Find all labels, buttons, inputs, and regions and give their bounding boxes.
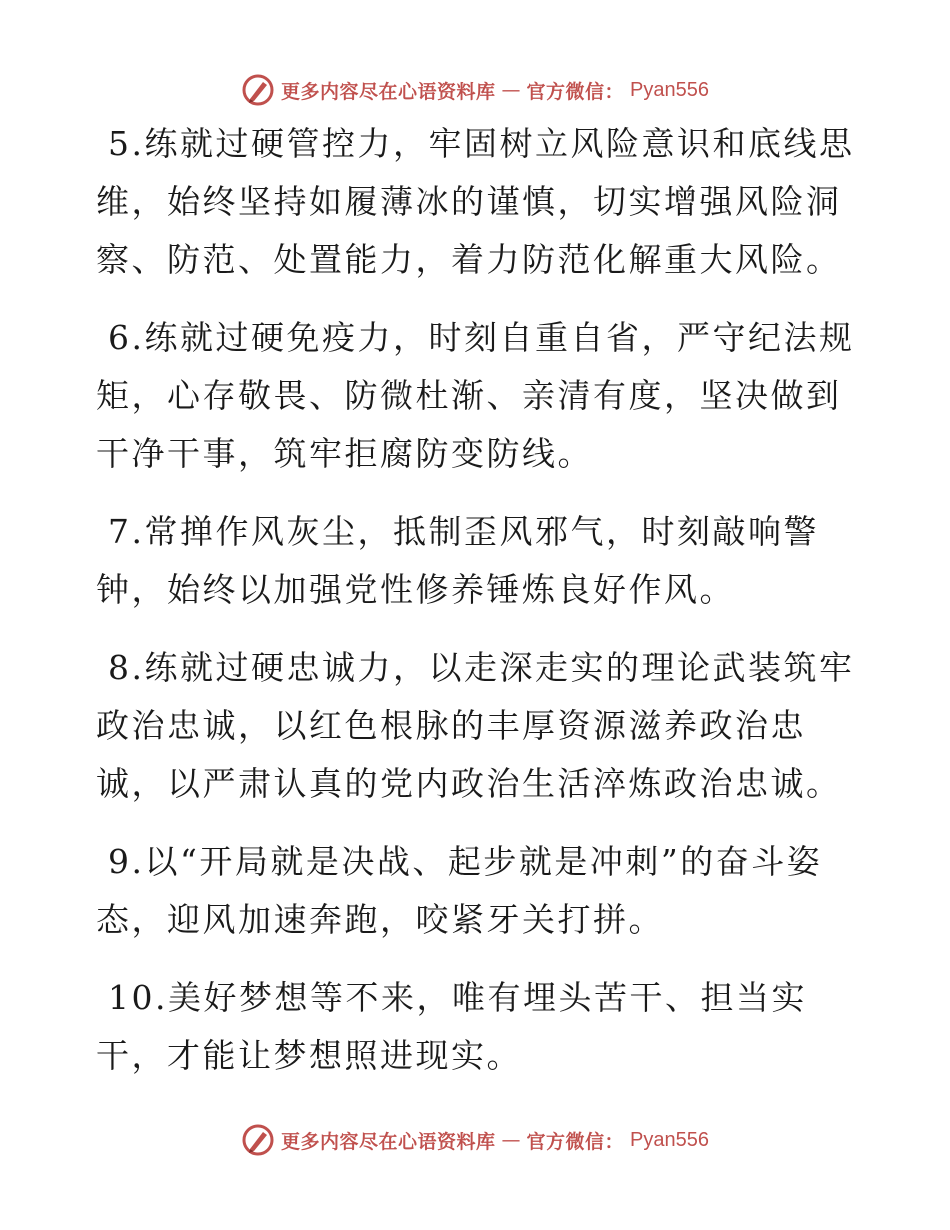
pen-in-circle-logo-icon bbox=[241, 1123, 275, 1157]
watermark-separator: — bbox=[501, 1129, 521, 1151]
paragraph-5: 5.练就过硬管控力，牢固树立风险意识和底线思维，始终坚持如履薄冰的谨慎，切实增强风险洞察、防范、处置能力，着力防范化解重大风险。 bbox=[96, 124, 855, 279]
footer-watermark bbox=[0, 1120, 950, 1160]
watermark-separator: — bbox=[501, 79, 521, 101]
watermark-wechat-id: Pyan556 bbox=[630, 1128, 709, 1151]
paragraph-6: 6.练就过硬免疫力，时刻自重自省，严守纪法规矩，心存敬畏、防微杜渐、亲清有度，坚决做到干净干事，筑牢拒腐防变防线。 bbox=[96, 318, 855, 473]
watermark-site-text: 更多内容尽在心语资料库 bbox=[281, 1130, 496, 1153]
document-body bbox=[96, 115, 856, 1105]
paragraph-10: 10.美好梦想等不来，唯有埋头苦干、担当实干，才能让梦想照进现实。 bbox=[96, 978, 807, 1075]
pen-in-circle-logo-icon bbox=[241, 73, 275, 107]
paragraph-7: 7.常掸作风灰尘，抵制歪风邪气，时刻敲响警钟，始终以加强党性修养锤炼良好作风。 bbox=[96, 512, 819, 609]
header-watermark bbox=[0, 70, 950, 110]
paragraph-8: 8.练就过硬忠诚力，以走深走实的理论武装筑牢政治忠诚，以红色根脉的丰厚资源滋养政治忠诚，以严肃认真的党内政治生活淬炼政治忠诚。 bbox=[96, 648, 855, 803]
paragraph-9: 9.以“开局就是决战、起步就是冲刺”的奋斗姿态，迎风加速奔跑，咬紧牙关打拼。 bbox=[96, 842, 823, 939]
watermark-site-text: 更多内容尽在心语资料库 bbox=[281, 80, 496, 103]
watermark-official-text: 官方微信： bbox=[526, 80, 625, 103]
watermark-wechat-id: Pyan556 bbox=[630, 78, 709, 101]
watermark-official-text: 官方微信： bbox=[526, 1130, 625, 1153]
